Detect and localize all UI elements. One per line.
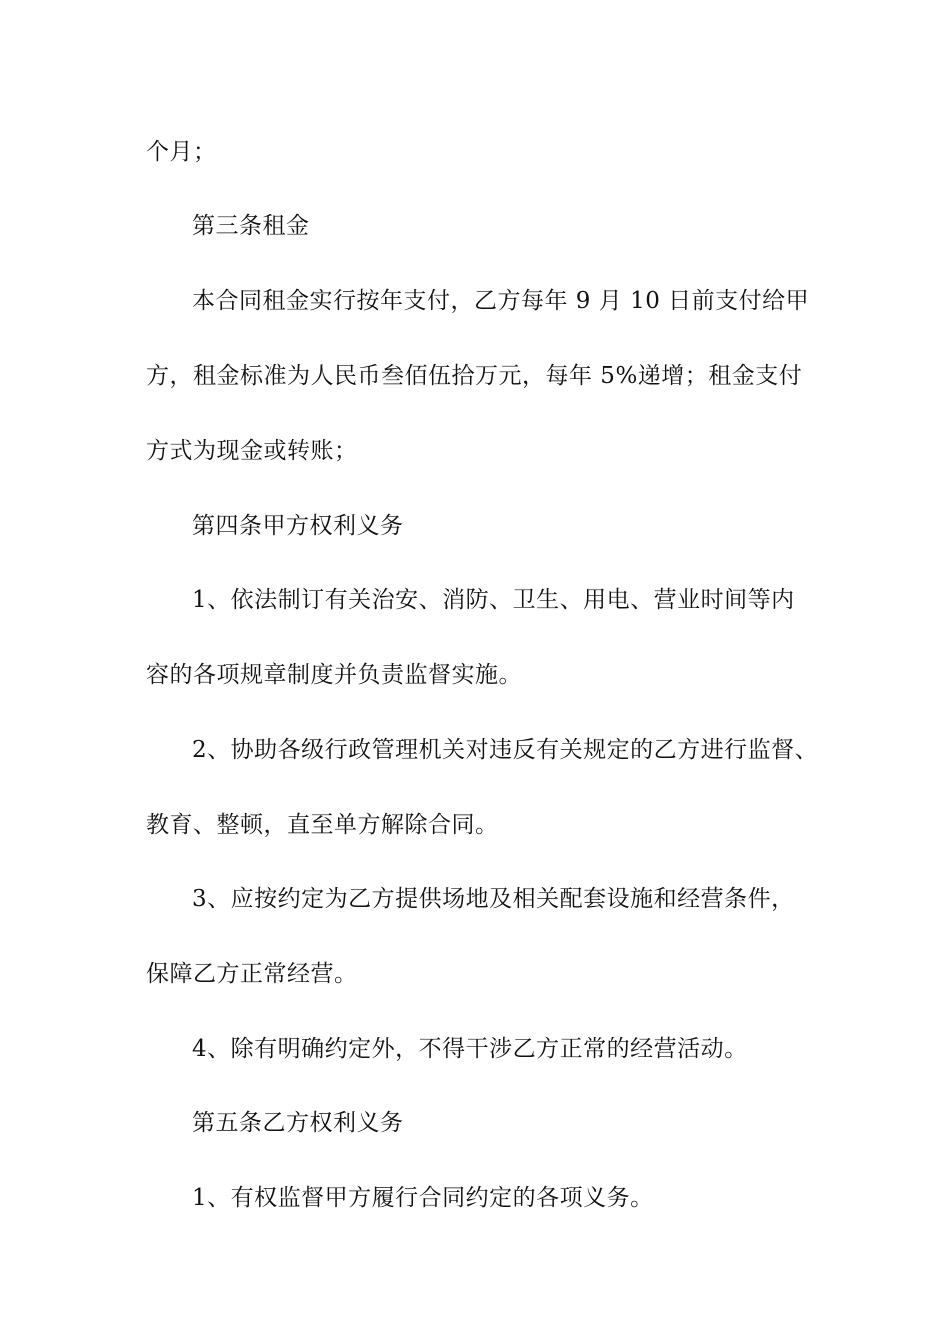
article-3-heading: 第三条租金 bbox=[192, 213, 310, 239]
text-line: 容的各项规章制度并负责监督实施。 bbox=[146, 662, 522, 688]
text-line-continuation: 个月； bbox=[146, 139, 217, 165]
text-line: 本合同租金实行按年支付，乙方每年 9 月 10 日前支付给甲 bbox=[192, 288, 810, 314]
text-line: 3、应按约定为乙方提供场地及相关配套设施和经营条件， bbox=[192, 886, 795, 912]
text-line: 2、协助各级行政管理机关对违反有关规定的乙方进行监督、 bbox=[192, 737, 819, 763]
text-line: 1、依法制订有关治安、消防、卫生、用电、营业时间等内 bbox=[192, 587, 795, 613]
text-line: 保障乙方正常经营。 bbox=[146, 961, 358, 987]
text-line: 4、除有明确约定外，不得干涉乙方正常的经营活动。 bbox=[192, 1036, 748, 1062]
text-line: 方，租金标准为人民币叁佰伍拾万元，每年 5%递增；租金支付 bbox=[146, 363, 803, 389]
article-5-heading: 第五条乙方权利义务 bbox=[192, 1110, 404, 1136]
text-line: 教育、整顿，直至单方解除合同。 bbox=[146, 812, 499, 838]
text-line: 方式为现金或转账； bbox=[146, 438, 358, 464]
article-4-heading: 第四条甲方权利义务 bbox=[192, 513, 404, 539]
text-line: 1、有权监督甲方履行合同约定的各项义务。 bbox=[192, 1185, 654, 1211]
